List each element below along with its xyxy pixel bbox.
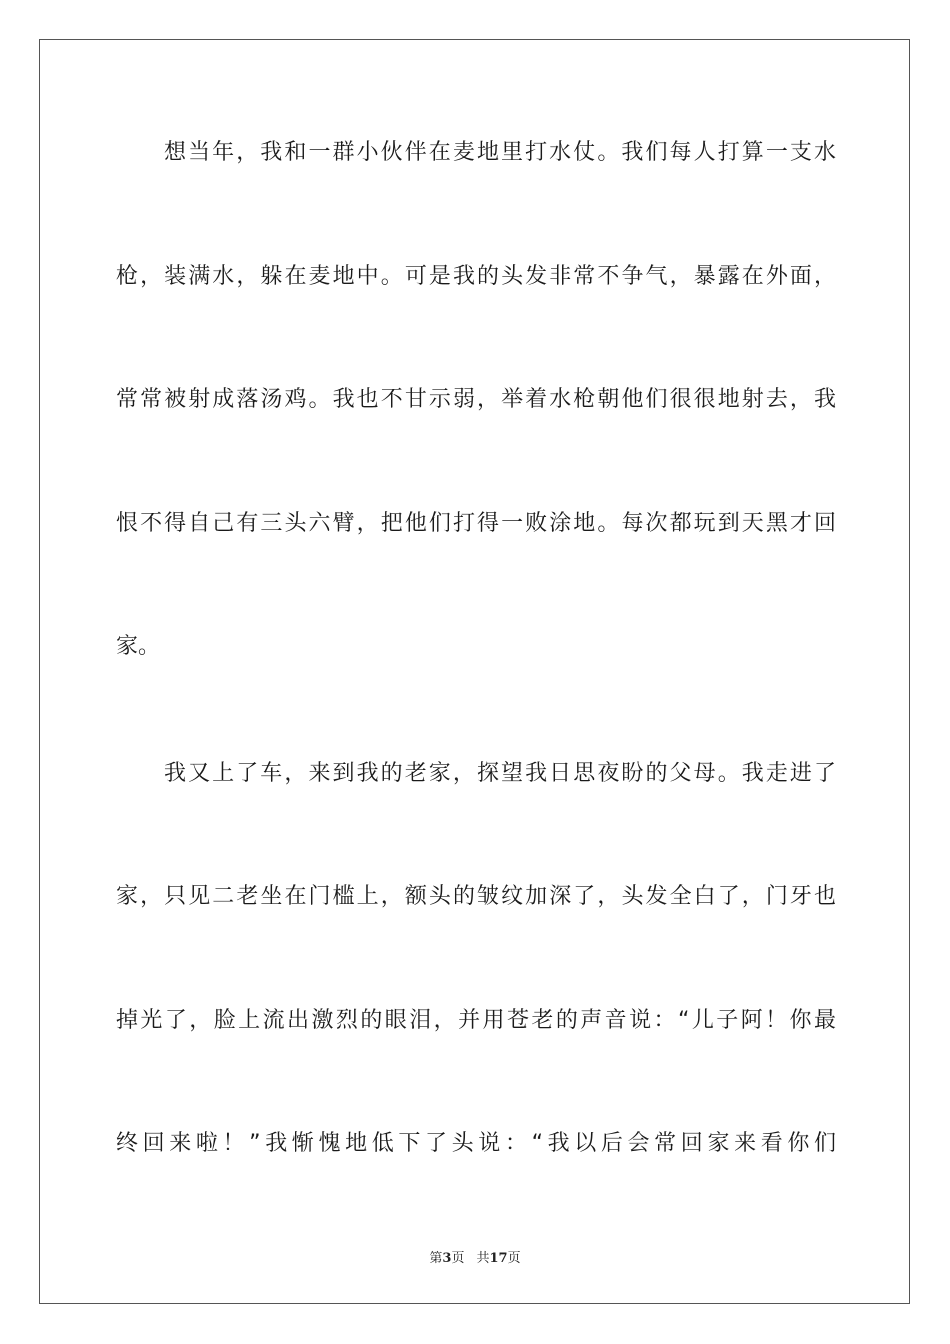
footer-page-prefix: 第 xyxy=(429,1251,443,1266)
paragraph-1-line-3: 常常被射成落汤鸡。我也不甘示弱，举着水枪朝他们很很地射去，我 xyxy=(116,387,836,412)
footer-page-suffix: 页 xyxy=(451,1251,465,1266)
paragraph-2-line-1: 我又上了车，来到我的老家，探望我日思夜盼的父母。我走进了 xyxy=(164,761,836,786)
page-border xyxy=(39,39,910,1304)
footer-total-pages: 17 xyxy=(489,1251,508,1266)
page-footer xyxy=(0,1247,950,1266)
paragraph-2-line-4: 终回来啦！”我惭愧地低下了头说：“我以后会常回家来看你们 xyxy=(116,1131,836,1156)
footer-total-prefix: 共 xyxy=(476,1251,490,1266)
paragraph-1-line-5: 家。 xyxy=(116,634,161,659)
paragraph-2-line-3: 掉光了，脸上流出激烈的眼泪，并用苍老的声音说：“儿子阿！你最 xyxy=(116,1008,836,1033)
paragraph-1-line-1: 想当年，我和一群小伙伴在麦地里打水仗。我们每人打算一支水 xyxy=(164,140,836,165)
footer-current-page: 3 xyxy=(442,1251,452,1266)
paragraph-1-line-4: 恨不得自己有三头六臂，把他们打得一败涂地。每次都玩到天黑才回 xyxy=(116,511,836,536)
paragraph-1-line-2: 枪，装满水，躲在麦地中。可是我的头发非常不争气，暴露在外面， xyxy=(116,264,836,289)
paragraph-2-line-2: 家，只见二老坐在门槛上，额头的皱纹加深了，头发全白了，门牙也 xyxy=(116,884,836,909)
footer-total-suffix: 页 xyxy=(507,1251,521,1266)
